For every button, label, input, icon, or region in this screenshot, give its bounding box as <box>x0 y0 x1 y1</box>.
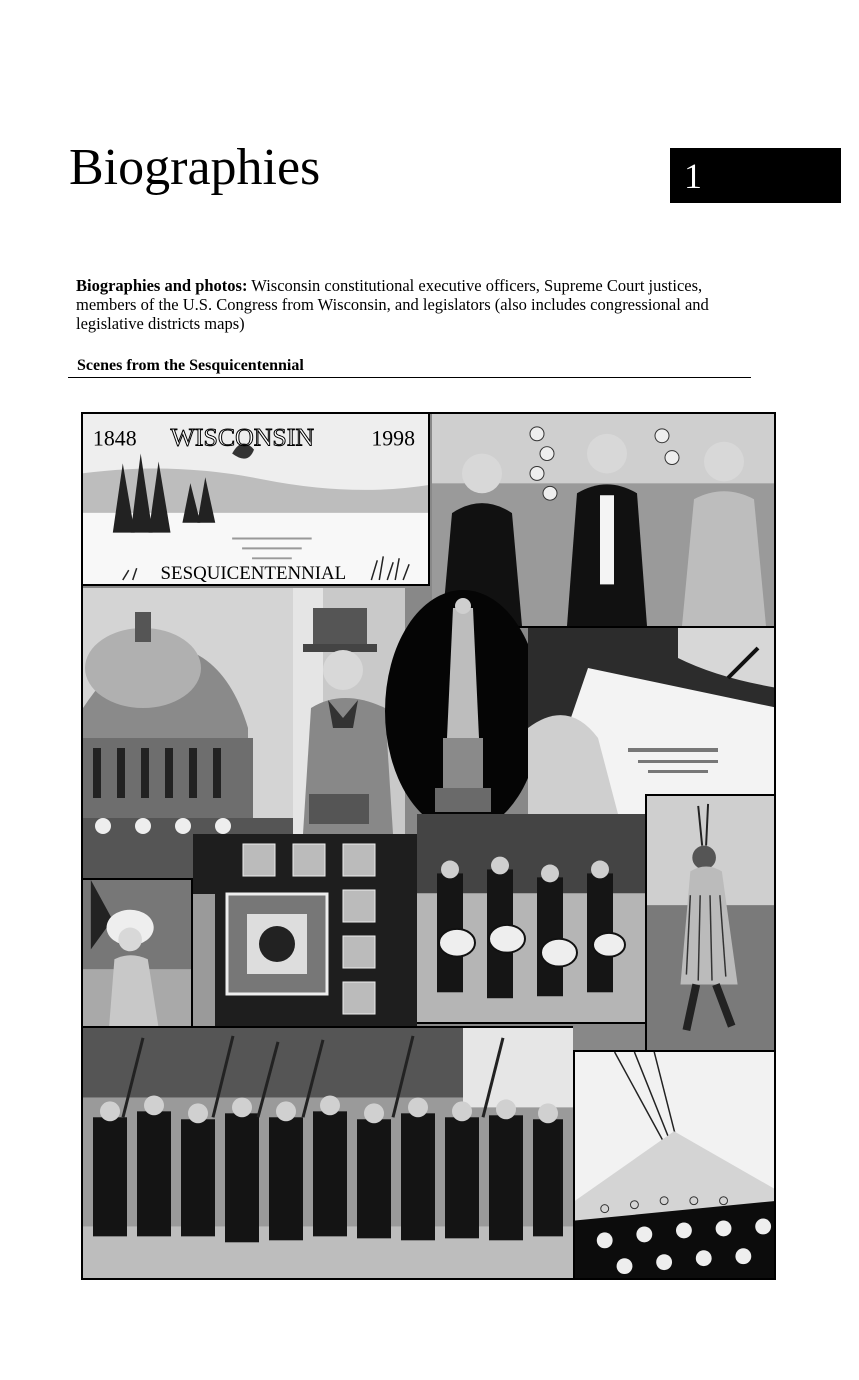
intro-paragraph <box>76 276 766 333</box>
chapter-number-box <box>670 148 841 203</box>
section-heading: Scenes from the Sesquicentennial <box>77 357 304 374</box>
intro-text: Wisconsin constitutional executive officers, Supreme Court justices, members of the U.S. Congress from Wisconsin, and legislators (also includes congressional and legislative districts maps) <box>76 276 709 333</box>
stamp-state: WISCONSIN <box>170 422 315 452</box>
quilt-photo <box>193 834 417 1034</box>
dancer-photo <box>645 794 776 1050</box>
chapter-title: Biographies <box>69 139 321 196</box>
teepee-photo <box>573 1050 776 1280</box>
intro-lead: Biographies and photos: <box>76 276 248 295</box>
section-rule <box>68 377 751 378</box>
chapter-number: 1 <box>684 156 702 196</box>
document-signing-photo <box>528 628 776 814</box>
stamp-caption: SESQUICENTENNIAL <box>160 563 347 584</box>
statue-photo <box>383 588 543 834</box>
drummers-photo <box>417 814 645 1024</box>
stamp-year-end: 1998 <box>371 426 416 451</box>
photo-collage <box>81 412 776 1280</box>
stamp-year-start: 1848 <box>92 426 137 451</box>
stamp-image <box>83 414 430 586</box>
soldiers-marching-photo <box>83 1026 573 1280</box>
